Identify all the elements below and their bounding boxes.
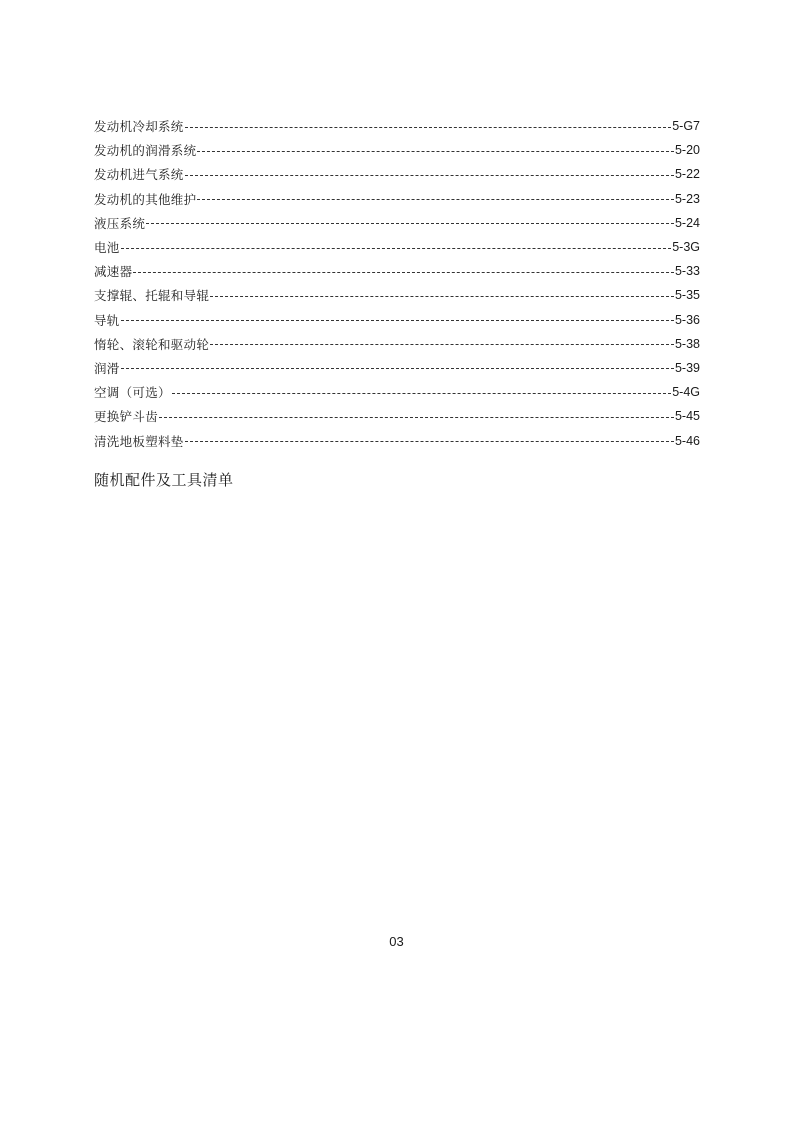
page-number: 03 bbox=[389, 934, 404, 949]
toc-entry-title: 惰轮、滚轮和驱动轮 bbox=[94, 336, 210, 352]
toc-entry[interactable] bbox=[94, 332, 700, 356]
toc-entry-title: 更换铲斗齿 bbox=[94, 409, 159, 425]
toc-entry-page: 5-46 bbox=[674, 433, 700, 448]
toc-entry[interactable] bbox=[94, 428, 700, 452]
toc-leader-dashes bbox=[121, 360, 674, 369]
table-of-contents bbox=[94, 114, 700, 453]
toc-leader-dashes bbox=[159, 409, 674, 418]
toc-entry-page: 5-3G bbox=[672, 240, 700, 255]
toc-entry[interactable] bbox=[94, 356, 700, 380]
toc-entry-title: 电池 bbox=[94, 240, 120, 256]
toc-entry[interactable] bbox=[94, 404, 700, 428]
toc-entry-page: 5-45 bbox=[674, 409, 700, 424]
toc-entry-page: 5-39 bbox=[674, 360, 700, 375]
toc-entry-title: 导轨 bbox=[94, 312, 120, 328]
toc-leader-dashes bbox=[146, 215, 674, 224]
toc-entry[interactable] bbox=[94, 308, 700, 332]
toc-entry-page: 5-38 bbox=[674, 336, 700, 351]
toc-entry-title: 发动机进气系统 bbox=[94, 167, 184, 183]
toc-leader-dashes bbox=[185, 167, 674, 176]
toc-leader-dashes bbox=[185, 433, 674, 442]
toc-leader-dashes bbox=[185, 119, 672, 128]
toc-entry-title: 发动机的润滑系统 bbox=[94, 143, 197, 159]
toc-entry-page: 5-24 bbox=[674, 215, 700, 230]
toc-entry[interactable] bbox=[94, 187, 700, 211]
toc-entry-title: 支撑辊、托辊和导辊 bbox=[94, 288, 210, 304]
section-heading: 随机配件及工具清单 bbox=[94, 471, 234, 489]
toc-leader-dashes bbox=[210, 336, 674, 345]
toc-entry-title: 润滑 bbox=[94, 360, 120, 376]
toc-entry[interactable] bbox=[94, 259, 700, 283]
toc-entry-title: 发动机的其他维护 bbox=[94, 191, 197, 207]
toc-leader-dashes bbox=[121, 312, 674, 321]
toc-leader-dashes bbox=[197, 191, 674, 200]
toc-entry-page: 5-22 bbox=[674, 167, 700, 182]
toc-leader-dashes bbox=[197, 143, 674, 152]
toc-leader-dashes bbox=[121, 240, 672, 249]
toc-leader-dashes bbox=[210, 288, 674, 297]
toc-entry-title: 液压系统 bbox=[94, 215, 146, 231]
toc-entry-page: 5-33 bbox=[674, 264, 700, 279]
toc-entry-page: 5-23 bbox=[674, 191, 700, 206]
toc-entry-page: 5-20 bbox=[674, 143, 700, 158]
toc-entry[interactable] bbox=[94, 138, 700, 162]
toc-entry-title: 空调（可选） bbox=[94, 385, 171, 401]
toc-entry-page: 5-35 bbox=[674, 288, 700, 303]
toc-entry[interactable] bbox=[94, 162, 700, 186]
toc-leader-dashes bbox=[172, 385, 671, 394]
toc-entry[interactable] bbox=[94, 211, 700, 235]
toc-entry-title: 减速器 bbox=[94, 264, 133, 280]
toc-leader-dashes bbox=[133, 264, 674, 273]
toc-entry-title: 清洗地板塑料垫 bbox=[94, 433, 184, 449]
toc-entry-page: 5-4G bbox=[672, 385, 700, 400]
toc-entry[interactable] bbox=[94, 235, 700, 259]
toc-entry[interactable] bbox=[94, 283, 700, 307]
toc-entry-page: 5-36 bbox=[674, 312, 700, 327]
toc-entry[interactable] bbox=[94, 380, 700, 404]
toc-entry[interactable] bbox=[94, 114, 700, 138]
toc-entry-title: 发动机冷却系统 bbox=[94, 119, 184, 135]
toc-entry-page: 5-G7 bbox=[672, 119, 700, 134]
